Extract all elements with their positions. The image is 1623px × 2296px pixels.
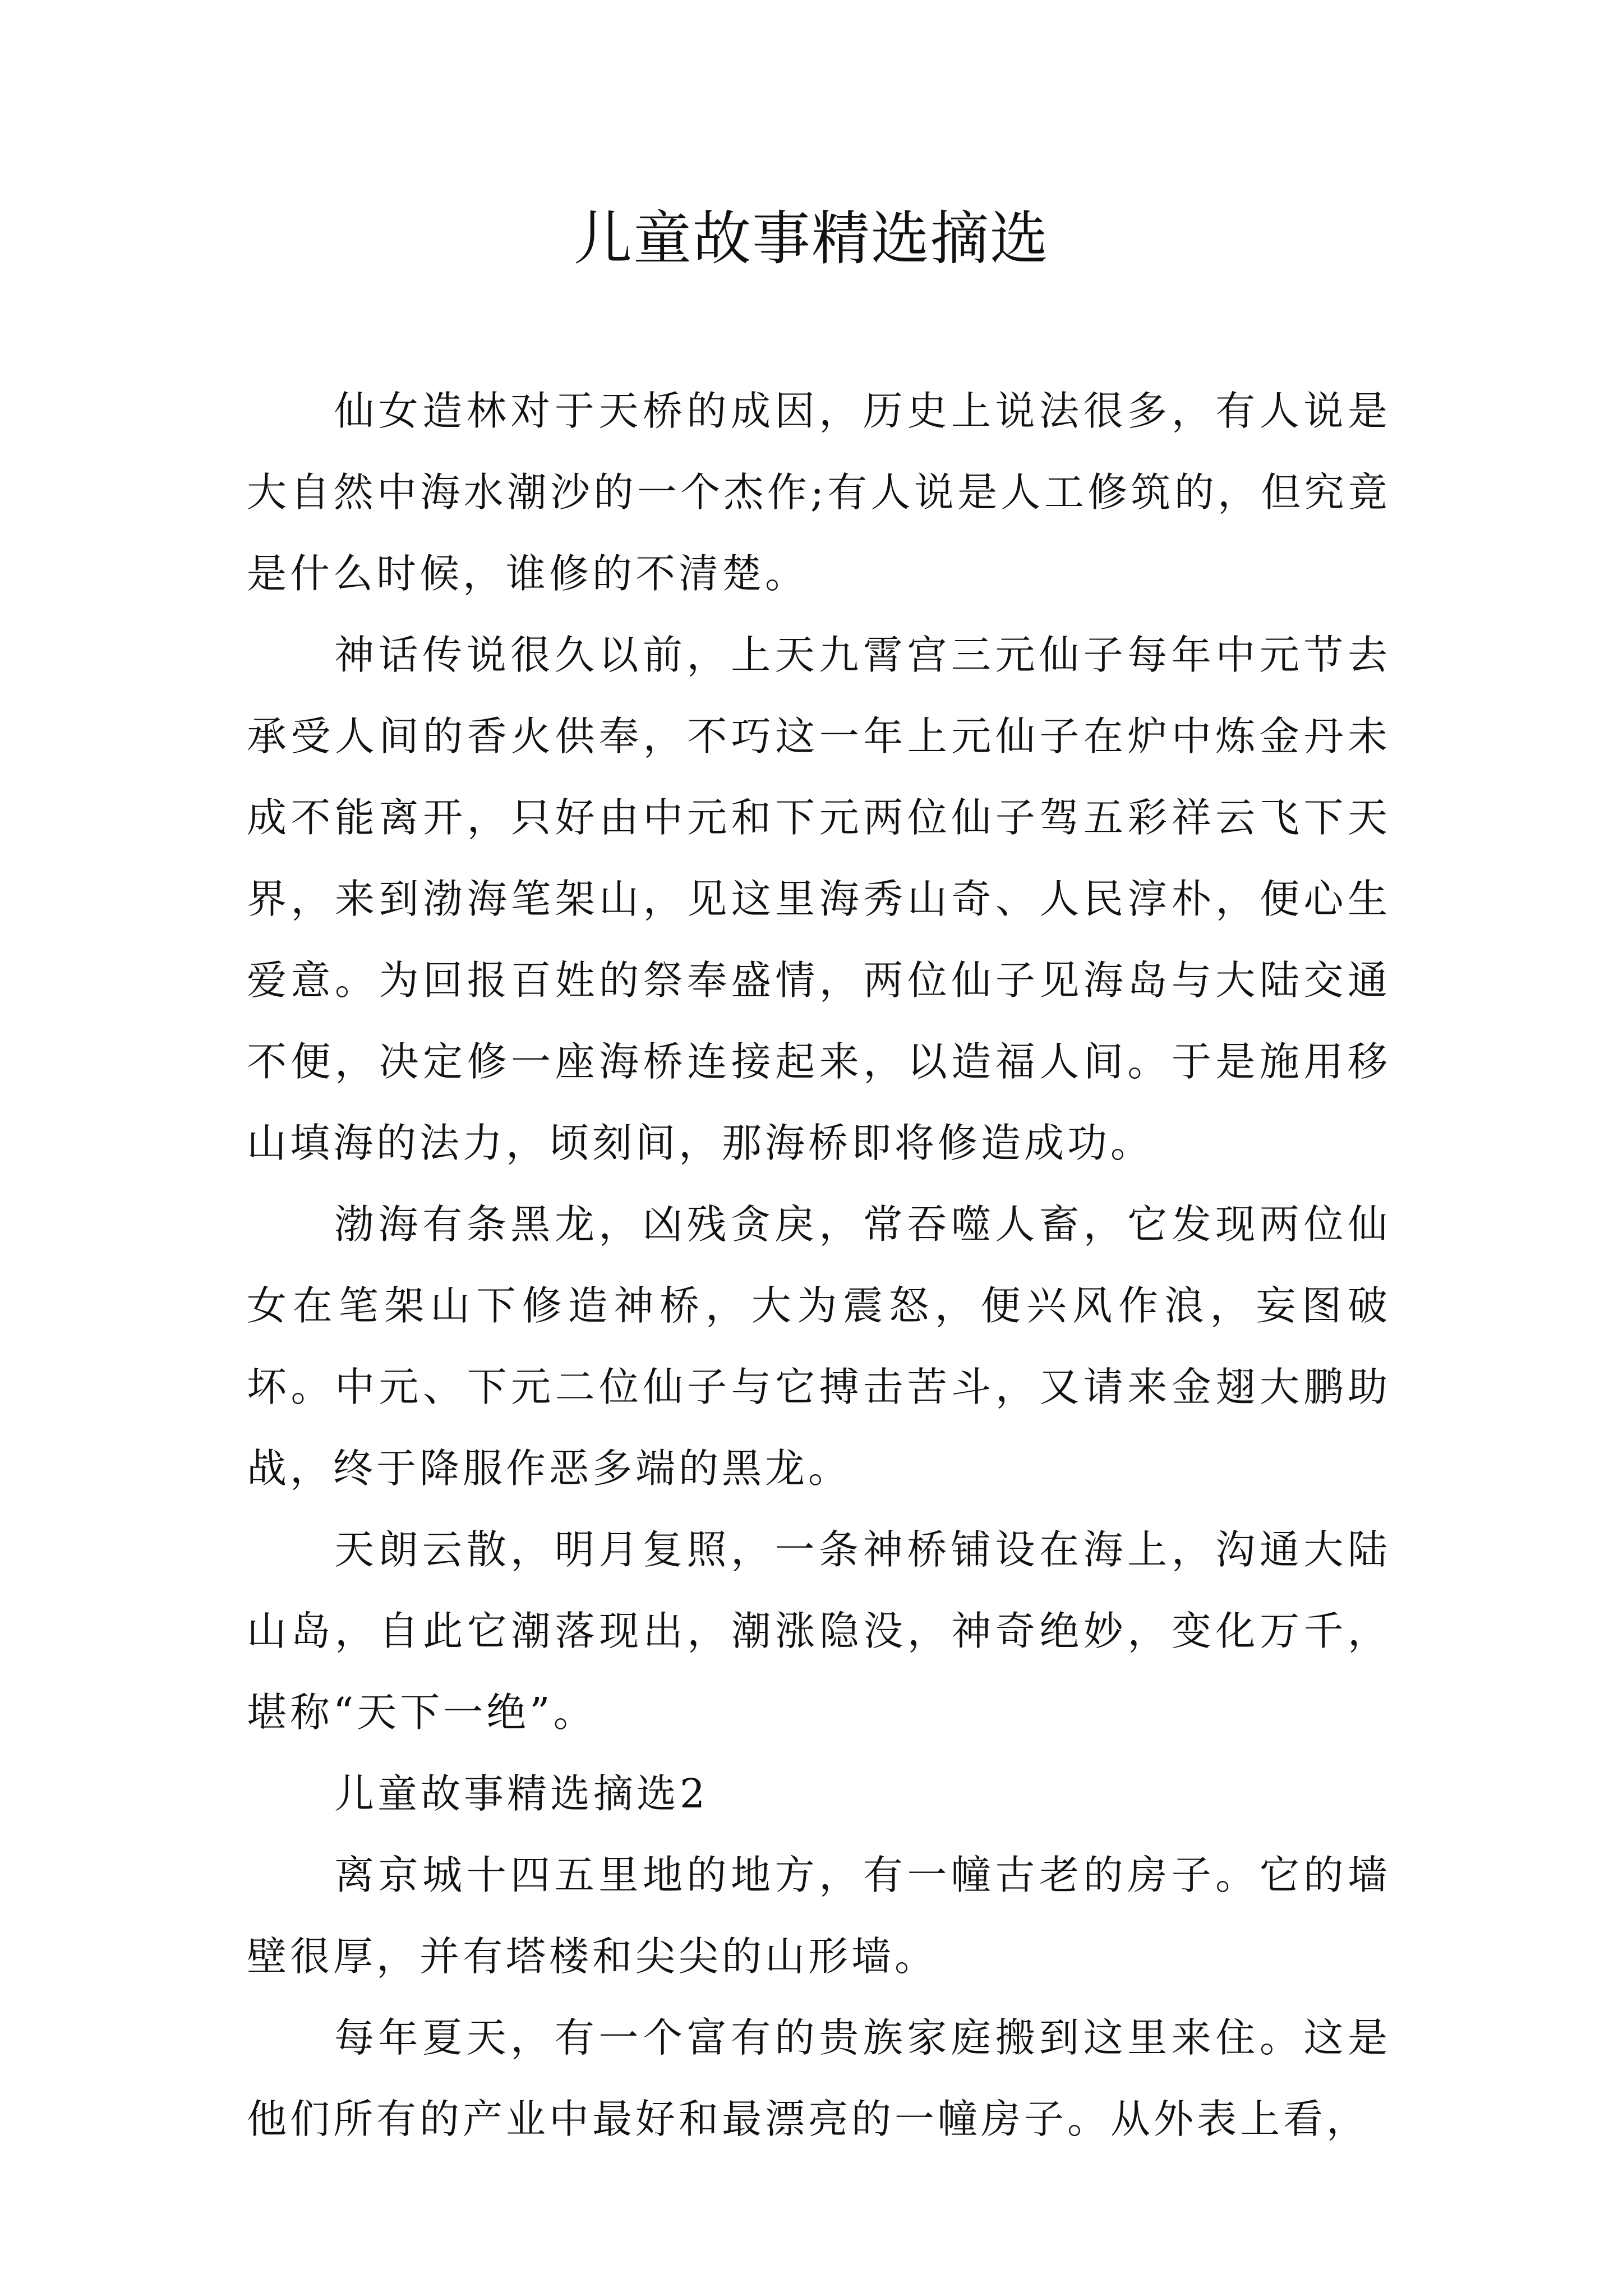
section-heading: 儿童故事精选摘选2 — [334, 1770, 709, 1817]
paragraph: 每年夏天，有一个富有的贵族家庭搬到这里来住。这是他们所有的产业中最好和最漂亮的一幢房子。从外表上看， — [247, 2014, 1391, 2142]
paragraph: 神话传说很久以前，上天九霄宫三元仙子每年中元节去承受人间的香火供奉，不巧这一年上元仙子在炉中炼金丹未成不能离开，只好由中元和下元两位仙子驾五彩祥云飞下天界，来到渤海笔架山，见这里海秀山奇、人民淳朴，便心生爱意。为回报百姓的祭奉盛情，两位仙子见海岛与大陆交通不便，决定修一座海桥连接起来，以造福人间。于是施用移山填海的法力，顷刻间，那海桥即将修造成功。 — [247, 632, 1391, 1166]
paragraph: 天朗云散，明月复照，一条神桥铺设在海上，沟通大陆山岛，自此它潮落现出，潮涨隐没，神奇绝妙，变化万千，堪称“天下一绝”。 — [247, 1526, 1391, 1736]
paragraph: 渤海有条黑龙，凶残贪戾，常吞噬人畜，它发现两位仙女在笔架山下修造神桥，大为震怒，便兴风作浪，妄图破坏。中元、下元二位仙子与它搏击苦斗，又请来金翅大鹏助战，终于降服作恶多端的黑龙。 — [247, 1201, 1391, 1492]
paragraph: 离京城十四五里地的地方，有一幢古老的房子。它的墙壁很厚，并有塔楼和尖尖的山形墙。 — [247, 1852, 1391, 1980]
document-title: 儿童故事精选摘选 — [573, 204, 1049, 273]
paragraph: 仙女造林对于天桥的成因，历史上说法很多，有人说是大自然中海水潮沙的一个杰作;有人说是人工修筑的，但究竟是什么时候，谁修的不清楚。 — [247, 388, 1391, 597]
document-body — [247, 370, 1391, 2160]
